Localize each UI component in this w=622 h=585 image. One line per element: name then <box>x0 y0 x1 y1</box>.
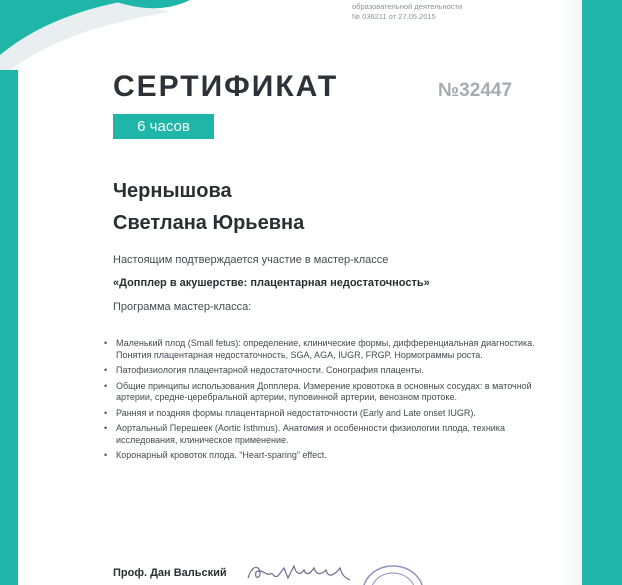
list-item <box>104 423 564 446</box>
bullet-icon: • <box>104 450 108 460</box>
official-stamp <box>358 560 428 585</box>
list-item <box>104 381 564 404</box>
certificate-number: №32447 <box>438 80 513 101</box>
signatory-name: Проф. Дан Вальский <box>113 567 227 579</box>
license-line-2: № 036211 от 27.05.2015 <box>352 12 436 21</box>
bullet-icon: • <box>104 365 108 375</box>
recipient-last-name: Чернышова <box>113 180 232 202</box>
bullet-icon: • <box>104 338 108 348</box>
topic-text: Аортальный Перешеек (Aortic Isthmus). Анатомия и особенности физиологии плода, техника исследования, клиническое применение. <box>116 423 505 445</box>
program-label: Программа мастер-класса: <box>113 301 252 313</box>
hours-badge: 6 часов <box>113 114 214 139</box>
confirmation-text: Настоящим подтверждается участие в мастер-классе <box>113 254 389 266</box>
program-topics-list <box>104 338 564 466</box>
certificate-title: СЕРТИФИКАТ <box>113 70 339 103</box>
course-title: «Допплер в акушерстве: плацентарная недостаточность» <box>113 277 430 289</box>
list-item <box>104 338 564 361</box>
list-item <box>104 450 564 462</box>
right-accent-band <box>582 0 622 585</box>
topic-text: Патофизиология плацентарной недостаточности. Сонография плаценты. <box>116 365 424 375</box>
list-item <box>104 408 564 420</box>
topic-text: Маленький плод (Small fetus): определение, клинические формы, дифференциальная диагностика. Понятия плацентарная недостаточность, SGA, AGA, IUGR, FRGP. Нормограммы роста. <box>116 338 535 360</box>
right-sheet-shadow <box>562 0 582 585</box>
topic-text: Коронарный кровоток плода. “Heart-sparing” effect. <box>116 450 327 460</box>
handwritten-signature <box>244 558 354 585</box>
bullet-icon: • <box>104 407 108 418</box>
bullet-icon: • <box>104 380 108 391</box>
topic-text: Общие принципы использования Допплера. Измерение кровотока в основных сосудах: в маточной артерии, средне-церебральной артерии, пуповинной артерии, венозном протоке. <box>116 380 532 402</box>
decorative-swoosh <box>0 0 320 80</box>
bullet-icon: • <box>104 423 108 433</box>
recipient-first-names: Светлана Юрьевна <box>113 212 305 234</box>
license-line-1: образовательной деятельности <box>352 2 463 11</box>
license-info <box>352 2 462 22</box>
left-accent-band <box>0 70 18 585</box>
recipient-name <box>113 175 304 239</box>
list-item <box>104 365 564 377</box>
topic-text: Ранняя и поздняя формы плацентарной недостаточности (Early and Late onset IUGR). <box>116 407 476 418</box>
